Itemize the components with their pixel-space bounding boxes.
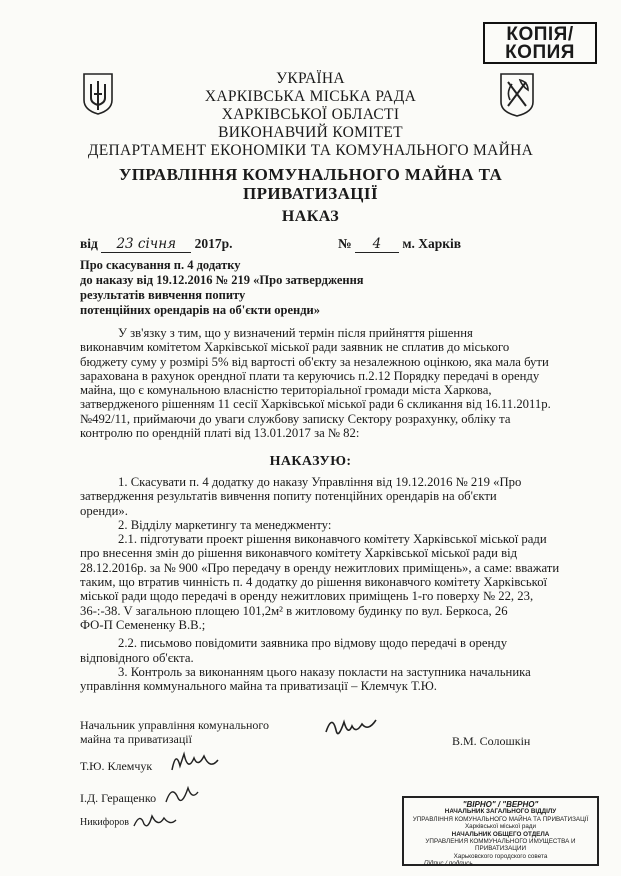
- date-prefix: від: [80, 236, 98, 251]
- item-2-1-line: 36-:-38. V загальною площею 101,2м² в житловому будинку по вул. Беркоса, 26: [80, 603, 508, 618]
- preamble-line: №492/11, приймаючи до уваги службову записку Сектору розрахунку, обліку та: [80, 411, 511, 426]
- item-1-line: 1. Скасувати п. 4 додатку до наказу Управління від 19.12.2016 № 219 «Про: [118, 475, 522, 489]
- city: м. Харків: [402, 236, 462, 251]
- header-department: ДЕПАРТАМЕНТ ЕКОНОМІКИ ТА КОМУНАЛЬНОГО МАЙНА: [87, 142, 534, 159]
- signature-title-line2: майна та приватизації: [80, 732, 192, 746]
- item-1-line: оренди».: [80, 503, 128, 518]
- director-signature-icon: [322, 712, 382, 746]
- date-year: 2017р.: [194, 236, 233, 251]
- number-handwritten: 4: [355, 236, 399, 253]
- header-committee: ВИКОНАВЧИЙ КОМІТЕТ: [218, 124, 403, 141]
- item-3-line: управління коммунального майна та приватизації – Клемчук Т.Ю.: [80, 679, 437, 694]
- approval-signature-icon: [130, 806, 180, 834]
- number-prefix: №: [338, 236, 352, 251]
- doc-type-title: НАКАЗ: [281, 208, 340, 225]
- stamp-line: "ВІРНО" / "ВЕРНО": [462, 800, 539, 809]
- order-subject: [80, 258, 364, 318]
- stamp-line: НАЧАЛЬНИК ОБЩЕГО ОТДЕЛА: [451, 830, 550, 838]
- item-2-1-line: таким, що втратив чинність п. 4 додатку до рішення виконавчого комітету Харківської: [80, 575, 548, 590]
- date-handwritten: 23 січня: [101, 236, 191, 253]
- header-council: ХАРКІВСЬКА МІСЬКА РАДА: [204, 88, 417, 105]
- subject-line: результатів вивчення попиту: [80, 288, 246, 302]
- copy-stamp: [483, 22, 597, 64]
- copy-stamp-line1: КОПІЯ/: [506, 24, 574, 45]
- order-date: [80, 236, 233, 253]
- subject-line: Про скасування п. 4 додатку: [80, 258, 241, 272]
- certification-stamp: [402, 796, 599, 866]
- item-2-2-line: відповідного об'єкта.: [80, 650, 194, 665]
- subject-line: до наказу від 19.12.2016 № 219 «Про затвердження: [80, 273, 364, 287]
- order-items: [80, 475, 566, 693]
- item-2-1-line: міської ради щодо передачі в оренду нежитлових приміщень 1-го поверху № 22, 23,: [80, 589, 534, 604]
- header-region: ХАРКІВСЬКОЇ ОБЛАСТІ: [221, 106, 400, 123]
- director-name: В.М. Солошкін: [452, 734, 531, 748]
- preamble-line: виконавчим комітетом Харківської міської ради заявник не сплатив до міського: [80, 340, 510, 355]
- stamp-line: Підпис / подпись: [424, 860, 473, 868]
- approval-klemchuk: Т.Ю. Клемчук: [80, 759, 153, 773]
- office-title-line2: ПРИВАТИЗАЦІЇ: [243, 184, 378, 203]
- approval-signature-icon: [166, 746, 224, 780]
- subject-line: потенційних орендарів на об'єкти оренди»: [80, 303, 321, 317]
- approval-gerashchenko: І.Д. Геращенко: [80, 791, 157, 805]
- item-2-2-line: 2.2. письмово повідомити заявника про відмову щодо передачі в оренду: [118, 636, 508, 651]
- stamp-line: Харьковского городского совета: [453, 852, 548, 860]
- signature-title-line1: Начальник управління комунального: [80, 718, 269, 732]
- item-3-line: 3. Контроль за виконанням цього наказу покласти на заступника начальника: [118, 664, 531, 679]
- stamp-line: НАЧАЛЬНИК ЗАГАЛЬНОГО ВІДДІЛУ: [444, 808, 557, 816]
- copy-stamp-line2: КОПИЯ: [505, 42, 575, 63]
- preamble-line: У зв'язку з тим, що у визначений термін після прийняття рішення: [118, 326, 473, 340]
- preamble-line: затвердженого рішенням 11 сесії Харківської міської ради 6 скликання від 16.11.2011р.: [80, 397, 551, 412]
- order-heading: НАКАЗУЮ:: [269, 454, 352, 469]
- order-number: [338, 236, 461, 253]
- preamble-line: майна, що є комунальною власністю територіальної громади міста Харкова,: [80, 383, 492, 398]
- stamp-line: УПРАВЛІННЯ КОМУНАЛЬНОГО МАЙНА ТА ПРИВАТИЗАЦІЇ: [412, 815, 589, 823]
- item-2-1-line: 28.12.2016р. за № 900 «Про передачу в оренду нежитлових приміщень», а саме: вважати: [80, 560, 560, 575]
- header-country: УКРАЇНА: [276, 70, 345, 87]
- signature-title: [80, 718, 269, 746]
- stamp-line: УПРАВЛЕНИЯ КОММУНАЛЬНОГО ИМУЩЕСТВА И ПРИВАТИЗАЦИИ: [425, 838, 576, 853]
- item-2-line: 2. Відділу маркетингу та менеджменту:: [118, 517, 332, 532]
- preamble: [80, 326, 566, 440]
- preamble-line: зарахована в рахунок орендної плати та керуючись п.2.12 Порядку передачі в оренду: [80, 368, 540, 383]
- preamble-line: контролю по орендній платі від 13.01.2017 за № 82:: [80, 426, 360, 441]
- item-2-1-line: 2.1. підготувати проект рішення виконавчого комітету Харківської міської ради: [118, 532, 547, 547]
- office-title-line1: УПРАВЛІННЯ КОМУНАЛЬНОГО МАЙНА ТА: [118, 165, 503, 184]
- item-1-line: затвердження результатів вивчення попиту потенційних орендарів на об'єкти: [80, 489, 497, 504]
- stamp-line: Харківської міської ради: [464, 823, 537, 831]
- approval-nykyforov: Никифоров: [80, 817, 129, 828]
- item-2-1-line: ФО-П Семененку В.В.;: [80, 617, 206, 632]
- preamble-line: бюджету суму у розмірі 5% від вартості об'єкту за незалежною оцінкою, яка мала бути: [80, 354, 549, 369]
- item-2-1-line: про внесення змін до рішення виконавчого комітету Харківської міської ради від: [80, 546, 518, 561]
